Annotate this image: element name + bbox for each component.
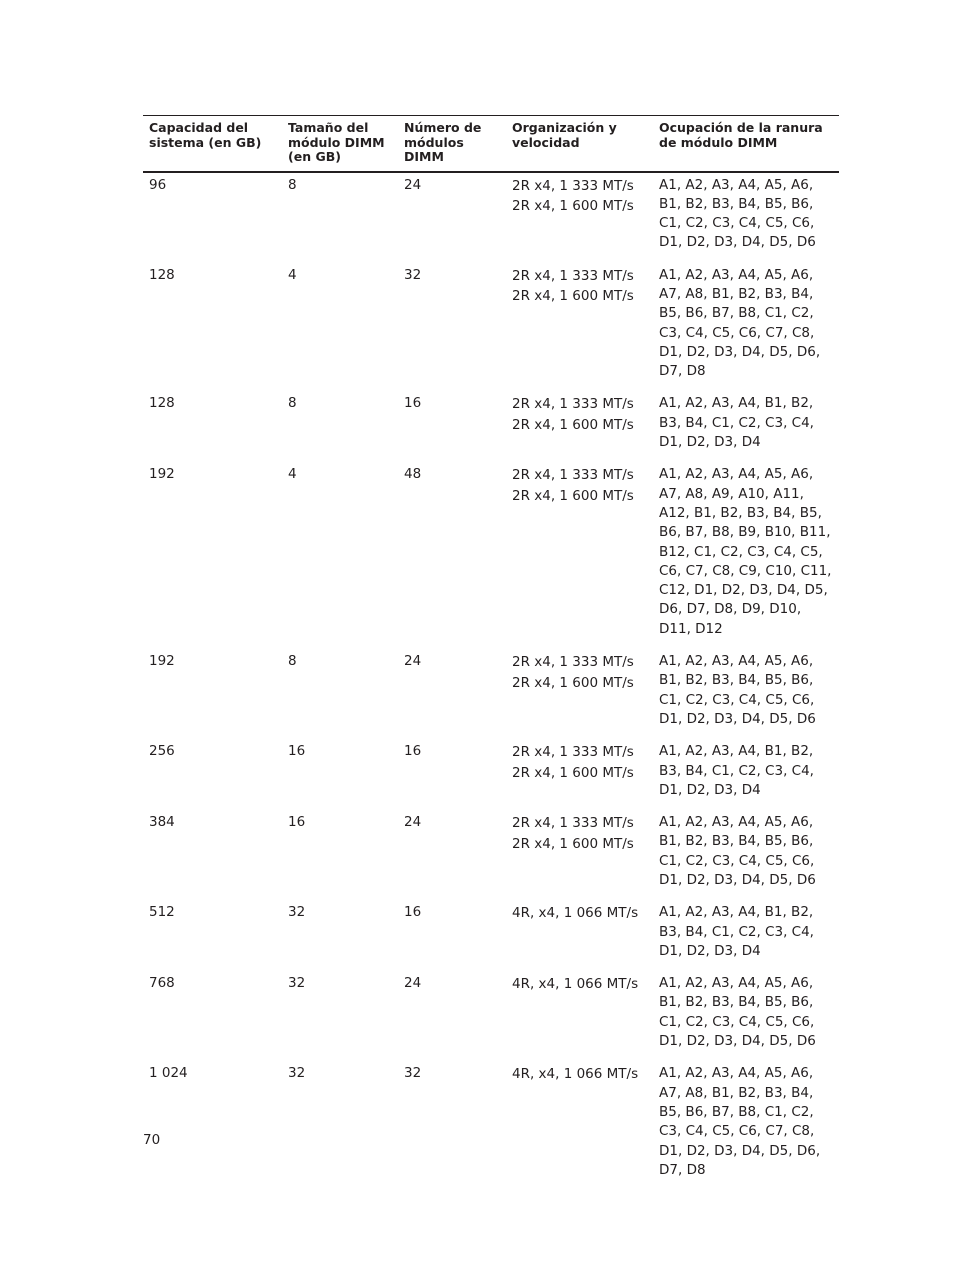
cell-organization-speed — [506, 461, 653, 648]
table-row — [143, 1060, 839, 1189]
table-row — [143, 899, 839, 970]
table-row — [143, 970, 839, 1060]
cell-dimm-count: 16 — [404, 904, 422, 921]
cell-slot-population: A1, A2, A3, A4, A5, A6, B1, B2, B3, B4, B5, B6, C1, C2, C3, C4, C5, C6, D1, D2, D3, D4, D5, D6 — [659, 176, 816, 251]
table-row — [143, 172, 839, 262]
organization-speed-line: 2R x4, 1 333 MT/s — [512, 396, 634, 413]
organization-speed-line: 2R x4, 1 333 MT/s — [512, 177, 634, 194]
cell-organization-speed — [506, 262, 653, 391]
cell-dimm-count: 32 — [404, 266, 422, 283]
cell-dimm-size: 8 — [288, 395, 297, 412]
cell-organization-speed — [506, 970, 653, 1060]
cell-dimm-size: 16 — [288, 814, 306, 831]
cell-system-capacity: 384 — [149, 814, 175, 831]
table-header-row — [143, 116, 839, 172]
cell-organization-speed — [506, 809, 653, 899]
cell-organization-speed — [506, 648, 653, 738]
organization-speed-line: 4R, x4, 1 066 MT/s — [512, 1066, 639, 1083]
header-system-capacity: Capacidad del sistema (en GB) — [143, 116, 282, 172]
cell-system-capacity: 1 024 — [149, 1065, 188, 1082]
table-row — [143, 738, 839, 809]
cell-system-capacity: 512 — [149, 904, 175, 921]
table-body — [143, 172, 839, 1190]
cell-slot-population: A1, A2, A3, A4, B1, B2, B3, B4, C1, C2, C3, C4, D1, D2, D3, D4 — [659, 743, 814, 798]
cell-dimm-count: 24 — [404, 814, 422, 831]
organization-speed-line: 4R, x4, 1 066 MT/s — [512, 905, 639, 922]
table-row — [143, 390, 839, 461]
header-dimm-count: Número de módulos DIMM — [398, 116, 506, 172]
page-number: 70 — [143, 1132, 161, 1148]
organization-speed-line: 2R x4, 1 600 MT/s — [512, 764, 634, 781]
header-organization-speed: Organización y velocidad — [506, 116, 653, 172]
table-header — [143, 116, 839, 172]
cell-organization-speed — [506, 390, 653, 461]
table-row — [143, 461, 839, 648]
cell-system-capacity: 128 — [149, 266, 175, 283]
cell-system-capacity: 192 — [149, 466, 175, 483]
memory-configuration-table — [143, 115, 839, 1189]
cell-dimm-size: 8 — [288, 653, 297, 670]
organization-speed-line: 2R x4, 1 600 MT/s — [512, 416, 634, 433]
cell-dimm-count: 16 — [404, 743, 422, 760]
organization-speed-line: 2R x4, 1 600 MT/s — [512, 198, 634, 214]
cell-dimm-count: 48 — [404, 466, 422, 483]
organization-speed-line: 2R x4, 1 600 MT/s — [512, 487, 634, 504]
cell-slot-population: A1, A2, A3, A4, A5, A6, B1, B2, B3, B4, B5, B6, C1, C2, C3, C4, C5, C6, D1, D2, D3, D4, D5, D6 — [659, 814, 816, 888]
cell-slot-population: A1, A2, A3, A4, A5, A6, A7, A8, B1, B2, B3, B4, B5, B6, B7, B8, C1, C2, C3, C4, C5, C6, C7, C8, D1, D2, D3, D4, D5, D6, D7, D8 — [659, 266, 821, 380]
cell-organization-speed — [506, 899, 653, 970]
organization-speed-line: 2R x4, 1 600 MT/s — [512, 835, 634, 852]
cell-dimm-size: 16 — [288, 743, 306, 760]
organization-speed-line: 2R x4, 1 333 MT/s — [512, 815, 634, 832]
cell-system-capacity: 96 — [149, 176, 167, 193]
organization-speed-line: 2R x4, 1 333 MT/s — [512, 467, 634, 484]
cell-slot-population: A1, A2, A3, A4, A5, A6, A7, A8, B1, B2, B3, B4, B5, B6, B7, B8, C1, C2, C3, C4, C5, C6, C7, C8, D1, D2, D3, D4, D5, D6, D7, D8 — [659, 1065, 821, 1178]
organization-speed-line: 2R x4, 1 333 MT/s — [512, 654, 634, 671]
cell-slot-population: A1, A2, A3, A4, A5, A6, A7, A8, A9, A10, A11, A12, B1, B2, B3, B4, B5, B6, B7, B8, B9, B10, B11, B12, C1, C2, C3, C4, C5, C6, C7, C8, C9, C10, C11, C12, D1, D2, D3, D4, D5, D6, D7, D8, D9, D10, D11, D12 — [659, 466, 832, 637]
cell-slot-population: A1, A2, A3, A4, B1, B2, B3, B4, C1, C2, C3, C4, D1, D2, D3, D4 — [659, 395, 814, 451]
cell-dimm-size: 32 — [288, 975, 306, 992]
organization-speed-line: 2R x4, 1 600 MT/s — [512, 674, 634, 691]
cell-dimm-size: 8 — [288, 176, 297, 193]
cell-slot-population: A1, A2, A3, A4, B1, B2, B3, B4, C1, C2, C3, C4, D1, D2, D3, D4 — [659, 904, 814, 959]
cell-system-capacity: 256 — [149, 743, 175, 760]
organization-speed-line: 2R x4, 1 600 MT/s — [512, 288, 634, 305]
memory-configuration-table-container — [143, 115, 839, 1189]
cell-dimm-count: 24 — [404, 975, 422, 992]
cell-organization-speed — [506, 1060, 653, 1189]
cell-dimm-size: 4 — [288, 266, 297, 283]
cell-system-capacity: 768 — [149, 975, 175, 992]
header-dimm-size: Tamaño del módulo DIMM (en GB) — [282, 116, 398, 172]
organization-speed-line: 4R, x4, 1 066 MT/s — [512, 976, 639, 993]
cell-slot-population: A1, A2, A3, A4, A5, A6, B1, B2, B3, B4, B5, B6, C1, C2, C3, C4, C5, C6, D1, D2, D3, D4, D5, D6 — [659, 653, 816, 727]
cell-dimm-count: 16 — [404, 395, 422, 412]
cell-system-capacity: 128 — [149, 395, 175, 412]
organization-speed-line: 2R x4, 1 333 MT/s — [512, 744, 634, 761]
table-row — [143, 262, 839, 391]
table-row — [143, 809, 839, 899]
cell-dimm-size: 32 — [288, 904, 306, 921]
table-row — [143, 648, 839, 738]
cell-dimm-count: 24 — [404, 653, 422, 670]
cell-organization-speed — [506, 172, 653, 262]
header-slot-population: Ocupación de la ranura de módulo DIMM — [653, 116, 839, 172]
organization-speed-line: 2R x4, 1 333 MT/s — [512, 267, 634, 284]
cell-dimm-count: 24 — [404, 176, 422, 193]
cell-dimm-size: 32 — [288, 1065, 306, 1082]
cell-dimm-size: 4 — [288, 466, 297, 483]
cell-dimm-count: 32 — [404, 1065, 422, 1082]
cell-organization-speed — [506, 738, 653, 809]
cell-system-capacity: 192 — [149, 653, 175, 670]
cell-slot-population: A1, A2, A3, A4, A5, A6, B1, B2, B3, B4, B5, B6, C1, C2, C3, C4, C5, C6, D1, D2, D3, D4, D5, D6 — [659, 975, 816, 1050]
